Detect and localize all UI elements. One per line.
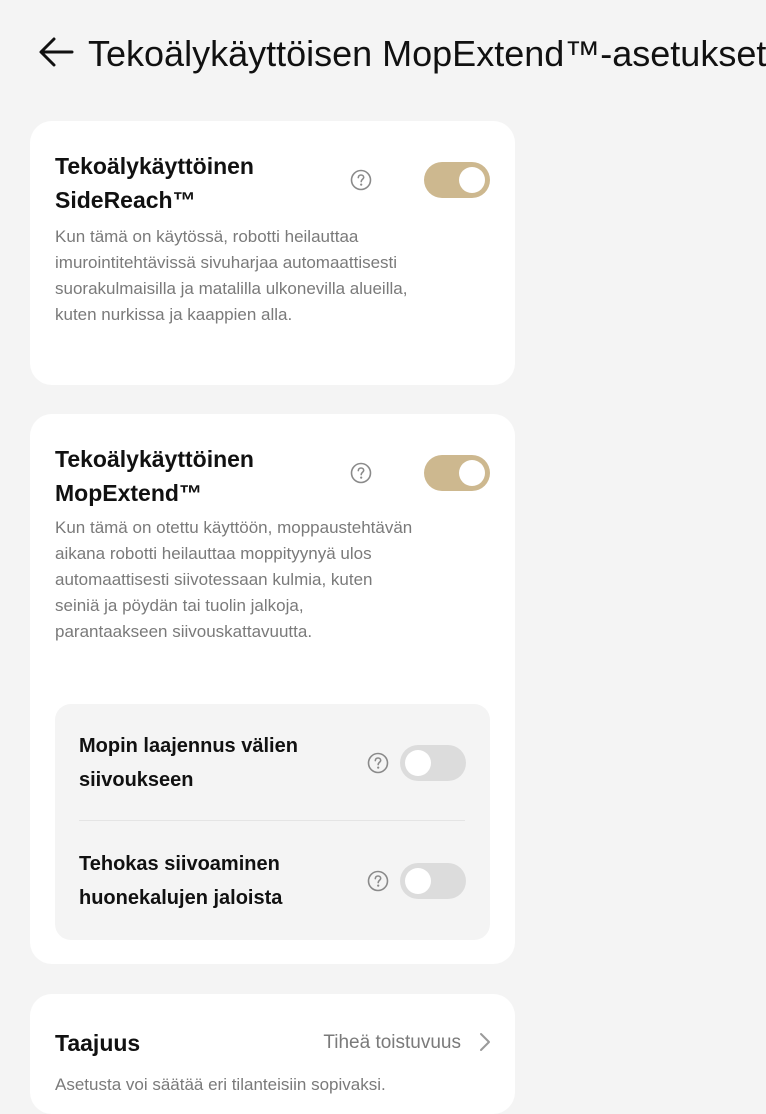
app-header (0, 0, 766, 110)
frequency-card[interactable] (30, 994, 515, 1114)
mopextend-toggle[interactable] (424, 455, 490, 491)
frequency-value[interactable]: Tiheä toistuvuus (323, 1032, 461, 1053)
divider (79, 820, 465, 821)
question-circle-icon[interactable] (350, 169, 372, 191)
option-label: Mopin laajennus välien siivoukseen (79, 735, 298, 791)
sidereach-toggle[interactable] (424, 162, 490, 198)
question-circle-icon[interactable] (350, 462, 372, 484)
toggle-knob (405, 868, 431, 894)
mopextend-options-panel (55, 704, 490, 940)
mopextend-card (30, 414, 515, 964)
toggle-knob (459, 167, 485, 193)
toggle-knob (405, 750, 431, 776)
question-circle-icon[interactable] (367, 752, 389, 774)
question-circle-icon[interactable] (367, 870, 389, 892)
furniture-legs-toggle[interactable] (400, 863, 466, 899)
frequency-description: Asetusta voi säätää eri tilanteisiin sopivaksi. (55, 1075, 386, 1094)
frequency-label: Taajuus (55, 1030, 141, 1056)
mopextend-title: Tekoälykäyttöinen MopExtend™ (55, 446, 254, 506)
arrow-left-icon (36, 34, 76, 70)
sidereach-card (30, 121, 515, 385)
option-row-gap-cleaning (55, 704, 490, 822)
chevron-right-icon[interactable] (477, 1030, 493, 1054)
mopextend-description: Kun tämä on otettu käyttöön, moppaustehtävän aikana robotti heilauttaa moppityynyä ulos automaattisesti siivotessaan kulmia, kuten seiniä ja pöydän tai tuolin jalkoja, parantaakseen siivouskattavuutta. (55, 518, 413, 641)
toggle-knob (459, 460, 485, 486)
gap-cleaning-toggle[interactable] (400, 745, 466, 781)
sidereach-title: Tekoälykäyttöinen SideReach™ (55, 153, 254, 213)
back-button[interactable] (36, 34, 76, 70)
page-title: Tekoälykäyttöisen MopExtend™-asetukset (88, 33, 766, 74)
option-label: Tehokas siivoaminen huonekalujen jaloista (79, 853, 283, 909)
sidereach-description: Kun tämä on käytössä, robotti heilauttaa imurointitehtävissä sivuharjaa automaattisesti suorakulmaisilla ja matalilla ulkonevilla alueilla, kuten nurkissa ja kaappien alla. (55, 227, 408, 324)
option-row-furniture-legs (55, 822, 490, 940)
